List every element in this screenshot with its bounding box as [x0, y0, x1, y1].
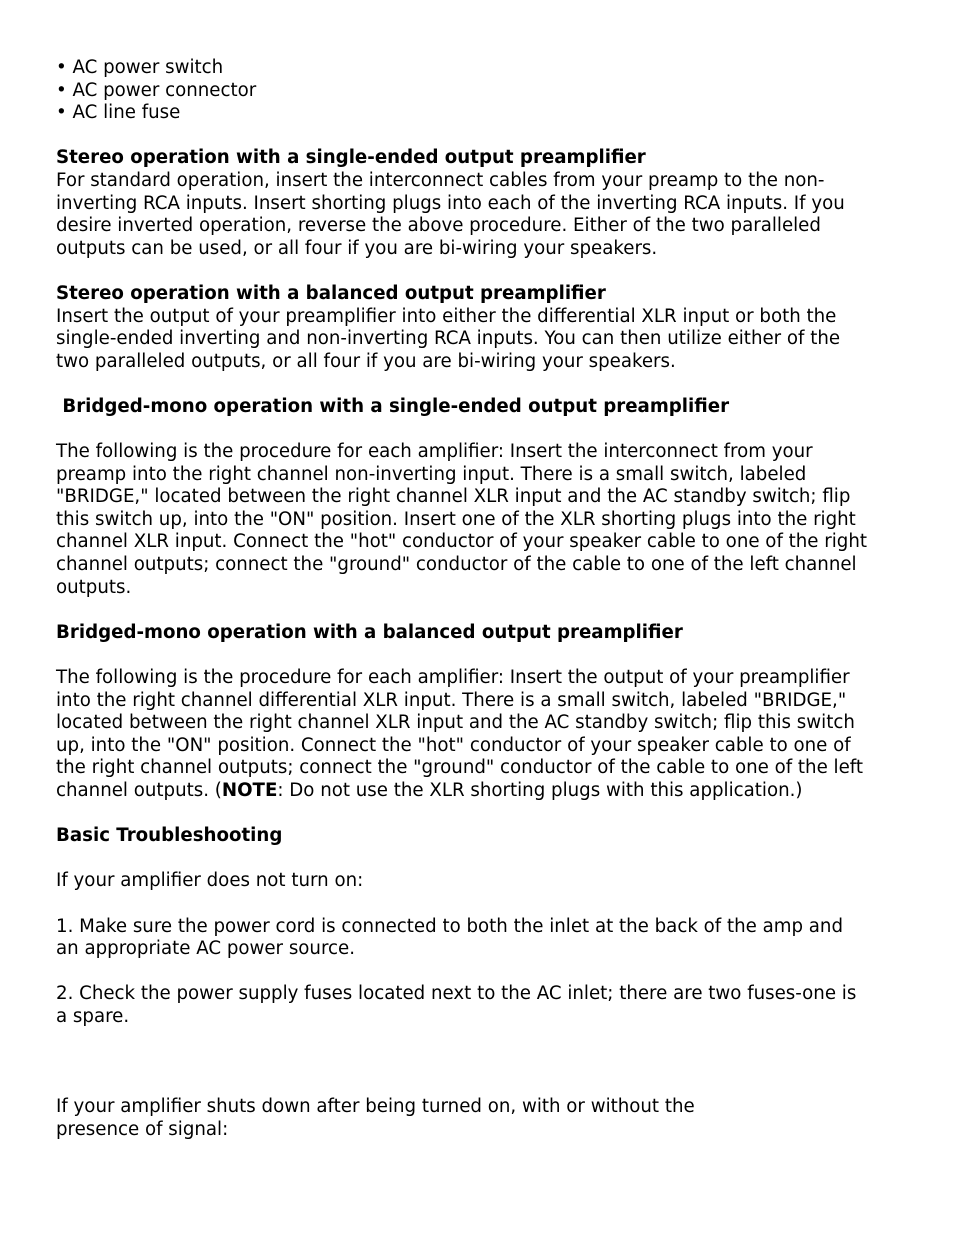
section-bridged-mono-balanced — [56, 622, 901, 803]
section-stereo-balanced — [56, 283, 901, 373]
troubleshooting-intro: If your amplifier does not turn on: — [56, 870, 364, 892]
troubleshooting-shutdown-intro: If your amplifier shuts down after being turned on, with or without the presence of signal: — [56, 1096, 695, 1140]
section-body: The following is the procedure for each amplifier: Insert the interconnect from your preamp into the right channel non-inverting input. There is a small switch, labeled "BRIDGE," located between the right channel XLR input and the AC standby switch; flip this switch up, into the "ON" position. Insert one of the XLR shorting plugs into the right channel XLR input. Connect the "hot" conductor of your speaker cable to one of the right channel outputs; connect the "ground" conductor of the cable to one of the left channel outputs. — [56, 441, 867, 598]
troubleshooting-step-2: 2. Check the power supply fuses located next to the AC inlet; there are two fuses-one is a spare. — [56, 983, 857, 1027]
note-text: : Do not use the XLR shorting plugs with this application.) — [277, 780, 803, 801]
bullet-ac-power-switch: • AC power switch — [56, 57, 224, 78]
note-label: NOTE — [221, 780, 278, 801]
feature-bullet-list — [56, 57, 901, 125]
section-heading: Bridged-mono operation with a single-ended output preamplifier — [56, 395, 730, 417]
section-heading: Basic Troubleshooting — [56, 825, 283, 847]
section-body: For standard operation, insert the interconnect cables from your preamp to the non- inverting RCA inputs. Insert shorting plugs into each of the inverting RCA inputs. If you desire inverted operation, reverse the above procedure. Either of the two paralleled outputs can be used, or all four if you are bi-wiring your speakers. — [56, 169, 845, 259]
document-page — [56, 57, 901, 1142]
bullet-ac-line-fuse: • AC line fuse — [56, 102, 181, 124]
section-stereo-single-ended — [56, 147, 901, 260]
bullet-ac-power-connector: • AC power connector — [56, 79, 257, 101]
section-heading: Bridged-mono operation with a balanced output preamplifier — [56, 621, 683, 643]
section-body: Insert the output of your preamplifier into either the differential XLR input or both the single-ended inverting and non-inverting RCA inputs. You can then utilize either of the two paralleled outputs, or all four if you are bi-wiring your speakers. — [56, 305, 841, 372]
section-bridged-mono-single-ended — [56, 396, 901, 599]
section-body — [56, 667, 901, 803]
section-heading: Stereo operation with a balanced output preamplifier — [56, 282, 606, 304]
troubleshooting-step-1: 1. Make sure the power cord is connected to both the inlet at the back of the amp and an appropriate AC power source. — [56, 915, 843, 960]
section-basic-troubleshooting — [56, 825, 901, 1141]
section-heading: Stereo operation with a single-ended output preamplifier — [56, 147, 646, 169]
section-body-text: The following is the procedure for each amplifier: Insert the output of your preamplifier into the right channel differential XLR input. There is a small switch, labeled "BRIDGE," located between the right channel XLR input and the AC standby switch; flip this switch up, into the "ON" position. Connect the "hot" conductor of your speaker cable to one of the right channel outputs; connect the "ground" conductor of the cable to one of the left channel outputs. ( — [56, 667, 863, 801]
